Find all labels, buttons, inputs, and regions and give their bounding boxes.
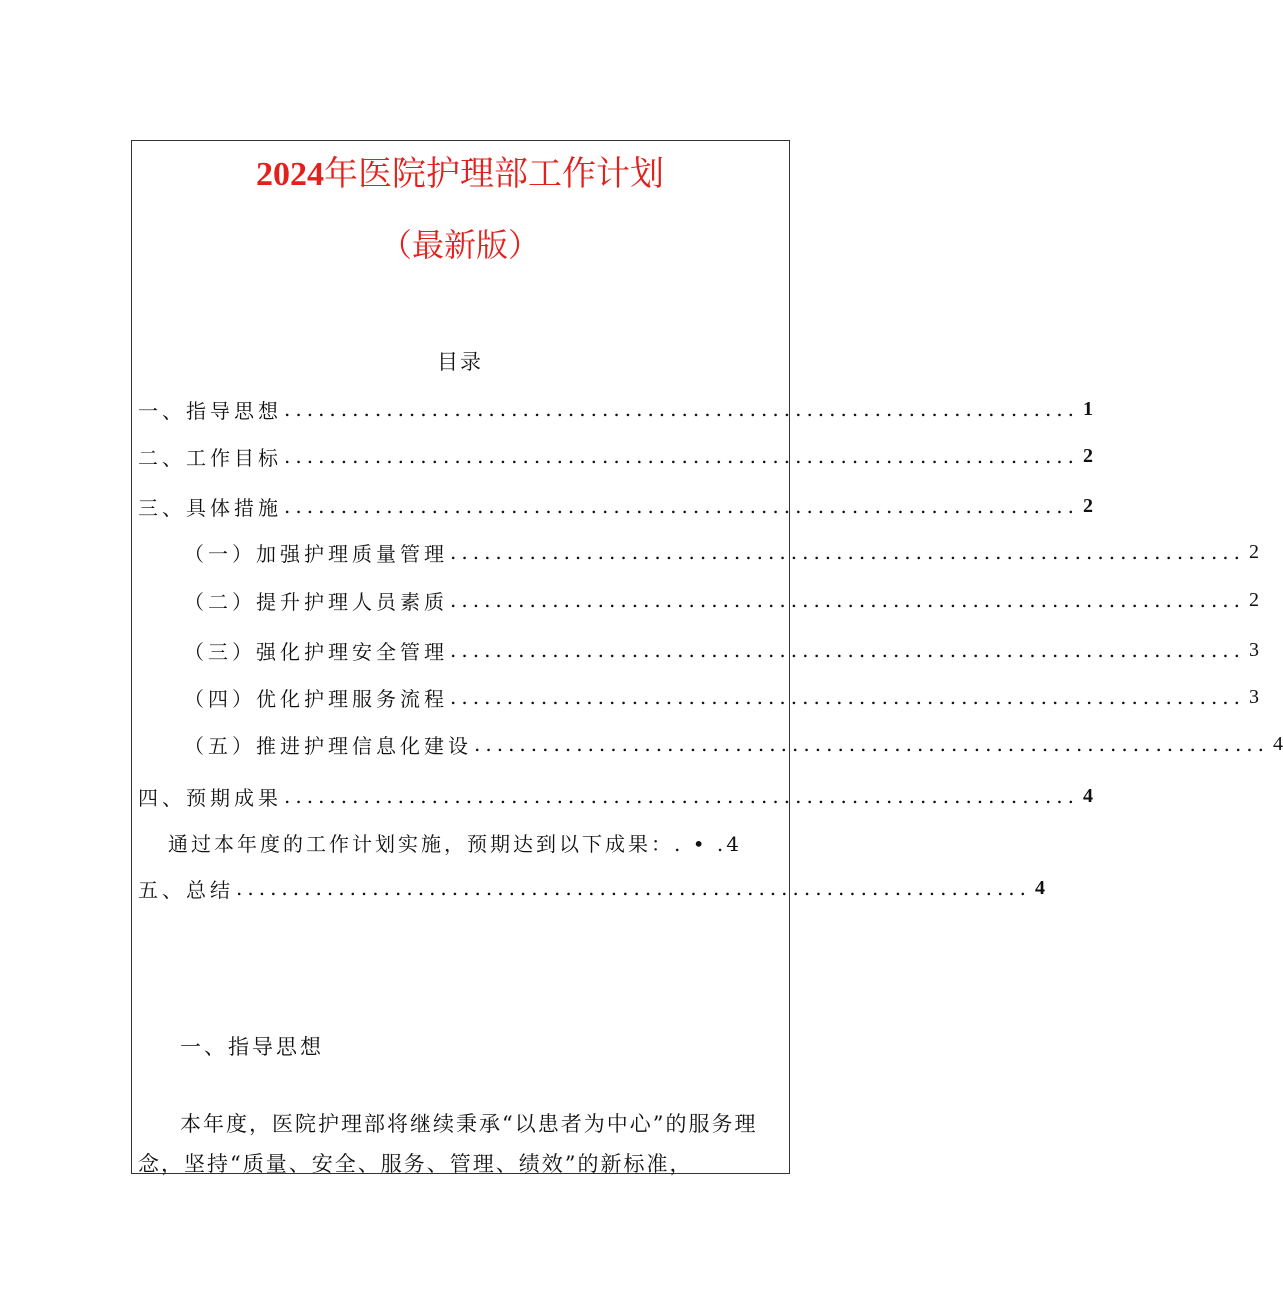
toc-entry[interactable]: [138, 873, 1046, 903]
toc-entry[interactable]: [138, 441, 1094, 471]
toc-entry[interactable]: [138, 394, 1094, 424]
toc-entry-page: 2: [1249, 540, 1260, 563]
toc-entry[interactable]: [184, 682, 1260, 712]
body-paragraph: 本年度，医院护理部将继续秉承“以患者为中心”的服务理念，坚持“质量、安全、服务、管理、绩效”的新标准，: [138, 1112, 758, 1176]
toc-leader-dots: ......................................................................: [450, 638, 1246, 662]
toc-leader-dots: ......................................................................: [284, 397, 1080, 421]
toc-extra-line[interactable]: 通过本年度的工作计划实施，预期达到以下成果：. • .4: [168, 832, 742, 856]
toc-leader-dots: ......................................................................: [284, 444, 1080, 468]
toc-entry-page: 2: [1083, 494, 1094, 517]
toc-entry-label: 五、总结: [138, 877, 234, 902]
toc-leader-dots: ......................................................................: [450, 588, 1246, 612]
toc-entry-label: 四、预期成果: [138, 785, 282, 810]
toc-entry-label: （五）推进护理信息化建设: [184, 733, 472, 758]
toc-entry-label: 二、工作目标: [138, 445, 282, 470]
toc-leader-dots: ......................................................................: [236, 876, 1032, 900]
toc-entry-page: 2: [1083, 444, 1094, 467]
toc-heading: 目录: [437, 350, 483, 374]
toc-entry[interactable]: [184, 729, 1283, 759]
toc-leader-dots: ......................................................................: [474, 732, 1270, 756]
toc-entry-page: 1: [1083, 397, 1094, 420]
toc-entry[interactable]: [184, 537, 1260, 567]
toc-leader-dots: ......................................................................: [284, 494, 1080, 518]
toc-entry-label: （三）强化护理安全管理: [184, 639, 448, 664]
toc-entry-page: 3: [1249, 638, 1260, 661]
toc-entry[interactable]: [138, 781, 1094, 811]
document-subtitle: （最新版）: [379, 226, 540, 264]
title-year: 2024: [256, 156, 324, 193]
toc-entry-label: 一、指导思想: [138, 398, 282, 423]
toc-entry-label: （一）加强护理质量管理: [184, 541, 448, 566]
toc-entry[interactable]: [138, 491, 1094, 521]
toc-leader-dots: ......................................................................: [284, 784, 1080, 808]
document-title: [0, 146, 920, 195]
toc-entry-page: 3: [1249, 685, 1260, 708]
toc-entry-label: （四）优化护理服务流程: [184, 686, 448, 711]
toc-entry-page: 4: [1083, 784, 1094, 807]
toc-entry[interactable]: [184, 635, 1260, 665]
toc-leader-dots: ......................................................................: [450, 540, 1246, 564]
toc-entry-label: 三、具体措施: [138, 495, 282, 520]
toc-entry[interactable]: [184, 585, 1260, 615]
toc-entry-page: 4: [1273, 732, 1283, 755]
toc-entry-label: （二）提升护理人员素质: [184, 589, 448, 614]
section-heading: 一、指导思想: [180, 1035, 324, 1059]
toc-entry-page: 2: [1249, 588, 1260, 611]
title-text: 年医院护理部工作计划: [324, 154, 664, 194]
toc-leader-dots: ......................................................................: [450, 685, 1246, 709]
toc-entry-page: 4: [1035, 876, 1046, 899]
